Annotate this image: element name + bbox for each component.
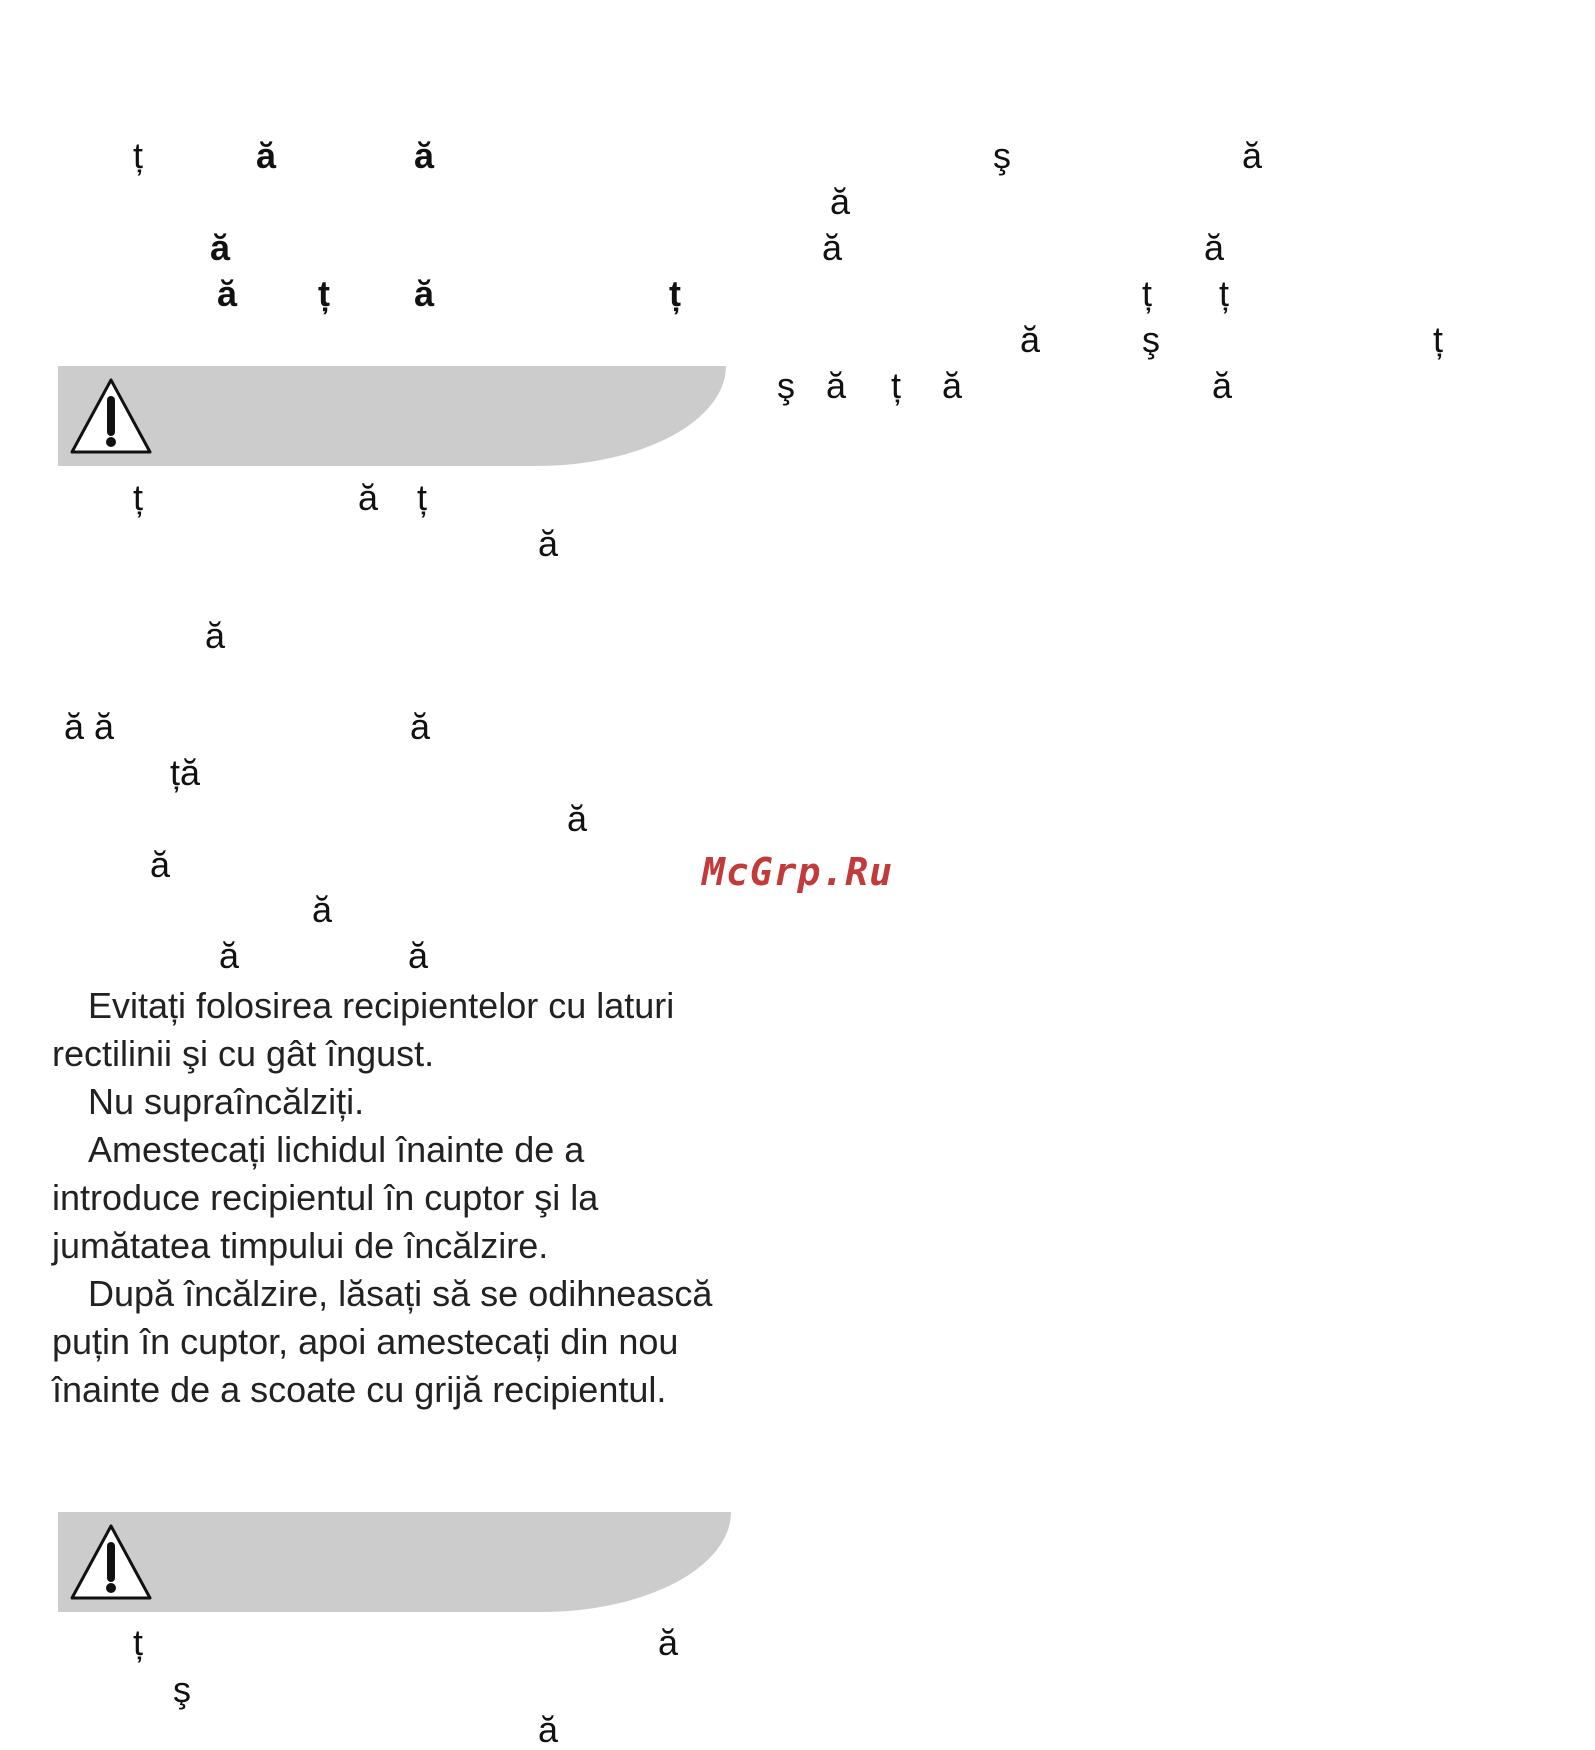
glyph-a: ă [538,523,559,564]
glyph-t: ț [1219,273,1230,314]
paragraph-text: Nu supraîncălziți. [88,1081,365,1122]
glyph-t: ț [133,477,144,518]
glyph-t: ț [1433,319,1444,360]
paragraph [52,982,732,1078]
glyph-a: ă [826,365,847,406]
glyph-a: ă [1212,365,1233,406]
glyph-a: ă [942,365,963,406]
glyph-a: ă [1242,135,1263,176]
glyph-t: ț [318,273,330,314]
glyph-a: ă [538,1709,559,1750]
glyph-a: ă [217,273,238,314]
glyph-t: ț [1142,273,1153,314]
warning-triangle-icon [66,1520,156,1606]
paragraph-text: Amestecați lichidul înainte de a introduce recipientul în cuptor şi la jumătatea timpului de încălzire. [52,1129,599,1266]
glyph-a: ă [410,706,431,747]
glyph-a: ă [414,273,435,314]
glyph-a: ă [210,227,231,268]
glyph-s: ş [777,365,795,406]
glyph-pair-ta: ță [170,752,201,793]
warning-band [58,366,726,466]
glyph-a: ă [256,135,277,176]
paragraph [52,1126,732,1270]
warning-triangle-icon [66,374,156,460]
watermark: McGrp.Ru [702,850,894,894]
glyph-a: ă [150,844,171,885]
paragraph-text: După încălzire, lăsați să se odihnească puțin în cuptor, apoi amestecați din nou înainte de a scoate cu grijă recipientul. [52,1273,713,1410]
glyph-a: ă [312,889,333,930]
glyph-a: ă [414,135,435,176]
glyph-t: ț [133,135,144,176]
glyph-a: ă [219,935,240,976]
glyph-a: ă [1020,319,1041,360]
glyph-a: ă [408,935,429,976]
paragraph [52,1078,732,1126]
glyph-s: ş [1142,319,1160,360]
glyph-a: ă [205,615,226,656]
paragraph-text: Evitați folosirea recipientelor cu laturi rectilinii şi cu gât îngust. [52,985,675,1074]
glyph-s: ş [993,135,1011,176]
glyph-a: ă [358,477,379,518]
glyph-t: ț [133,1622,144,1663]
glyph-t: ț [669,273,681,314]
glyph-a: ă [658,1622,679,1663]
warning-band [58,1512,731,1612]
instruction-paragraphs [52,982,732,1414]
glyph-a: ă [830,181,851,222]
glyph-pair-aa: ă ă [64,706,115,747]
glyph-a: ă [1204,227,1225,268]
paragraph [52,1270,732,1414]
glyph-t: ț [891,365,902,406]
glyph-a: ă [822,227,843,268]
glyph-a: ă [567,798,588,839]
glyph-t: ț [417,477,428,518]
glyph-s: ş [173,1669,191,1710]
